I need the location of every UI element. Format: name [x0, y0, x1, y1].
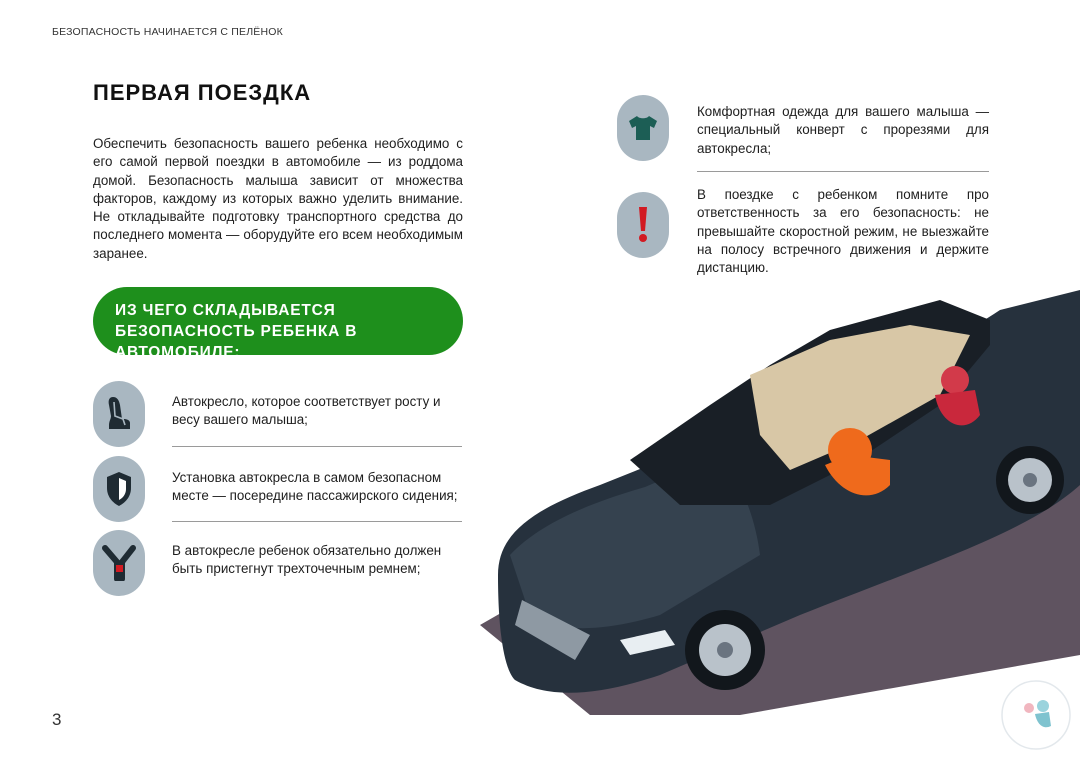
- page-title: ПЕРВАЯ ПОЕЗДКА: [93, 80, 312, 105]
- divider: [697, 171, 989, 172]
- running-header: БЕЗОПАСНОСТЬ НАЧИНАЕТСЯ С ПЕЛЁНОК: [52, 26, 283, 38]
- intro-paragraph: Обеспечить безопасность вашего ребенка необходимо с его самой первой поездки в автомобиле — из роддома домой. Безопасность малыша зависит от множества факторов, каждому из которых важно уделить внимание. Не откладывайте подготовку транспортного средства до последнего момента — оборудуйте его всем необходимым заранее.: [93, 136, 463, 261]
- car-illustration: [470, 255, 1080, 715]
- highlight-banner: ИЗ ЧЕГО СКЛАДЫВАЕТСЯ БЕЗОПАСНОСТЬ РЕБЕНКА В АВТОМОБИЛЕ:: [93, 287, 463, 355]
- shield-icon: [93, 456, 145, 522]
- list-item-text: Автокресло, которое соответствует росту и весу вашего малыша;: [172, 394, 441, 428]
- divider: [172, 446, 462, 447]
- list-item-text: Установка автокресла в самом безопасном месте — посередине пассажирского сидения;: [172, 470, 458, 504]
- exclamation-icon: [617, 192, 669, 258]
- list-item-text: Комфортная одежда для вашего малыша — специальный конверт с прорезями для автокресла;: [697, 104, 989, 156]
- car-seat-icon: [93, 381, 145, 447]
- list-item-text: В поездке с ребенком помните про ответственность за его безопасность: не превышайте скоростной режим, не выезжайте на полосу встречного движения и держите дистанцию.: [697, 187, 989, 276]
- passenger-figure: [941, 366, 969, 394]
- list-item-text: В автокресле ребенок обязательно должен быть пристегнут трехточечным ремнем;: [172, 543, 442, 577]
- seat-belt-icon: [93, 530, 145, 596]
- shirt-icon: [617, 95, 669, 161]
- publisher-logo-icon: [999, 678, 1073, 752]
- page-number: 3: [52, 710, 62, 729]
- divider: [172, 521, 462, 522]
